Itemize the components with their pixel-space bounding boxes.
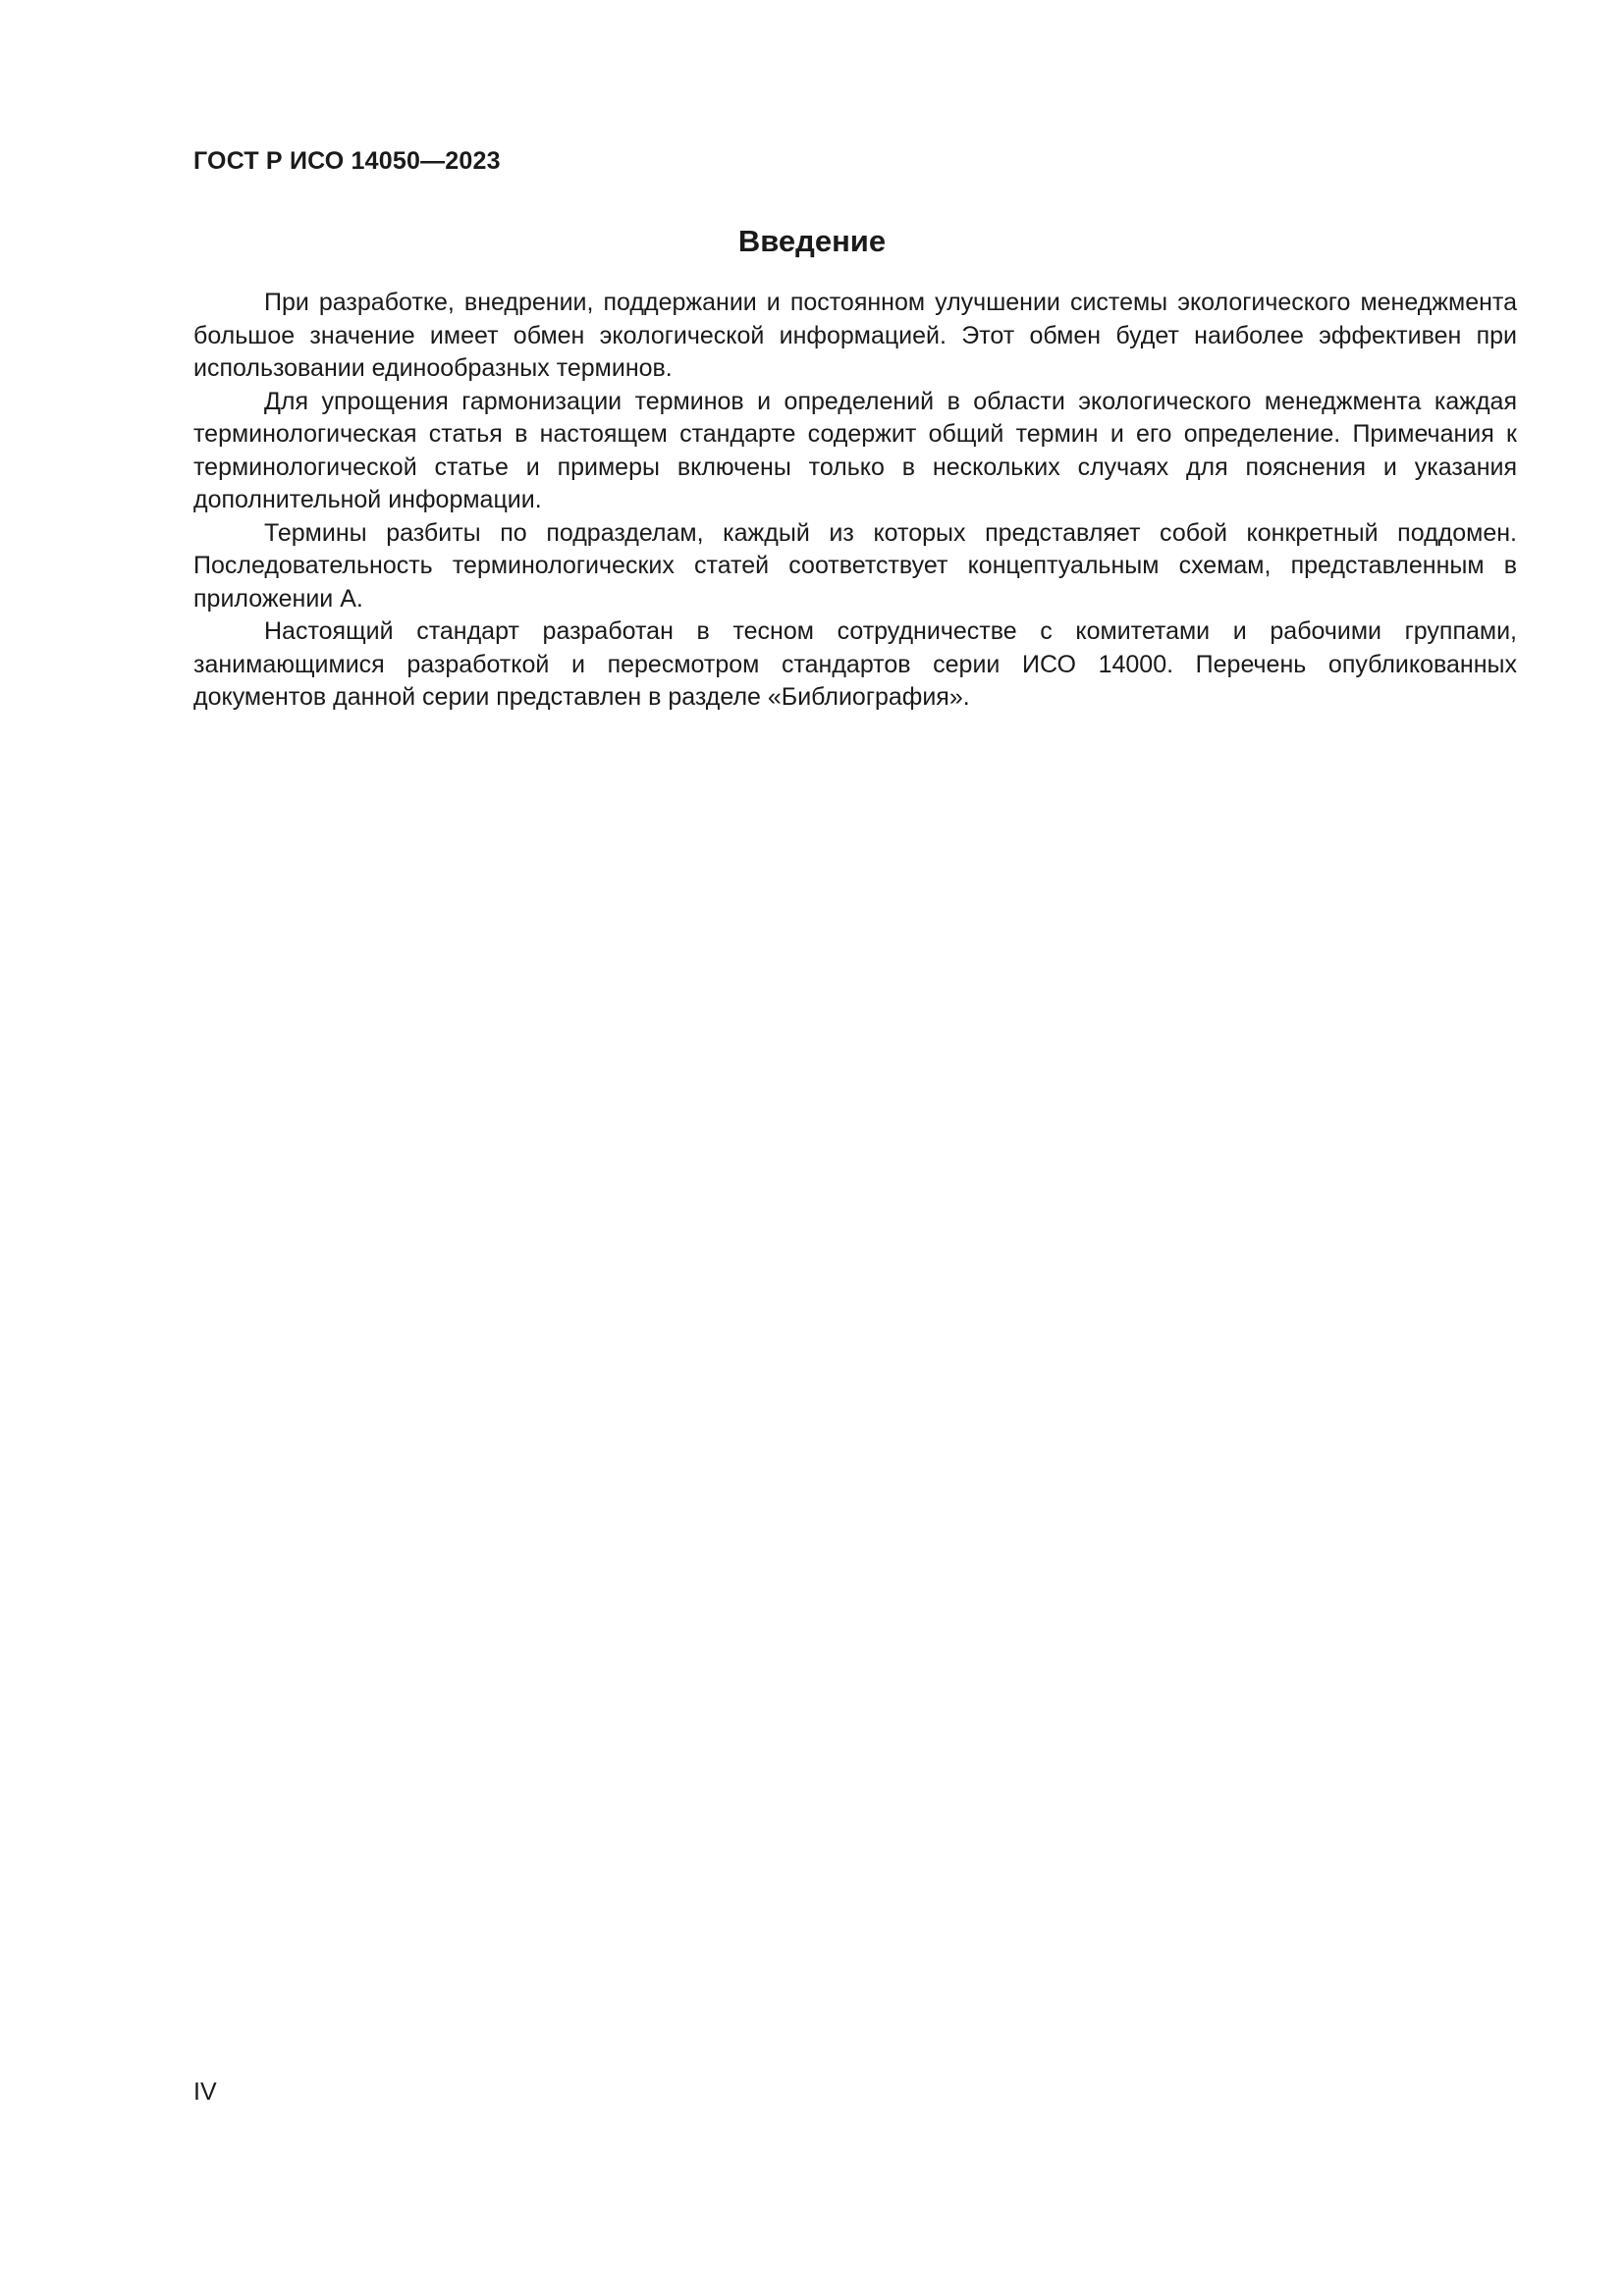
body-text (193, 287, 1517, 715)
section-title: Введение (737, 224, 887, 258)
document-code: ГОСТ Р ИСО 14050—2023 (193, 147, 501, 175)
paragraph: Настоящий стандарт разработан в тесном сотрудничестве с комитетами и рабочими группами, занимающимися разработкой и пересмотром стандартов серии ИСО 14000. Перечень опубликованных документов данной серии представлен в разделе «Библиография». (193, 617, 1517, 711)
paragraph: При разработке, внедрении, поддержании и постоянном улучшении системы экологического менеджмента большое значение имеет обмен экологической информацией. Этот обмен будет наиболее эффективен при использовании единообразных терминов. (193, 289, 1517, 382)
page-number: IV (193, 2078, 217, 2106)
paragraph: Для упрощения гармонизации терминов и определений в области экологического менеджмента каждая терминологическая статья в настоящем стандарте содержит общий термин и его определение. Примечания к терминологической статье и примеры включены только в нескольких случаях для пояснения и указания дополнительной информации. (193, 387, 1517, 513)
paragraph: Термины разбиты по подразделам, каждый из которых представляет собой конкретный поддомен. Последовательность терминологических статей соответствует концептуальным схемам, представленным в приложении А. (193, 518, 1517, 613)
